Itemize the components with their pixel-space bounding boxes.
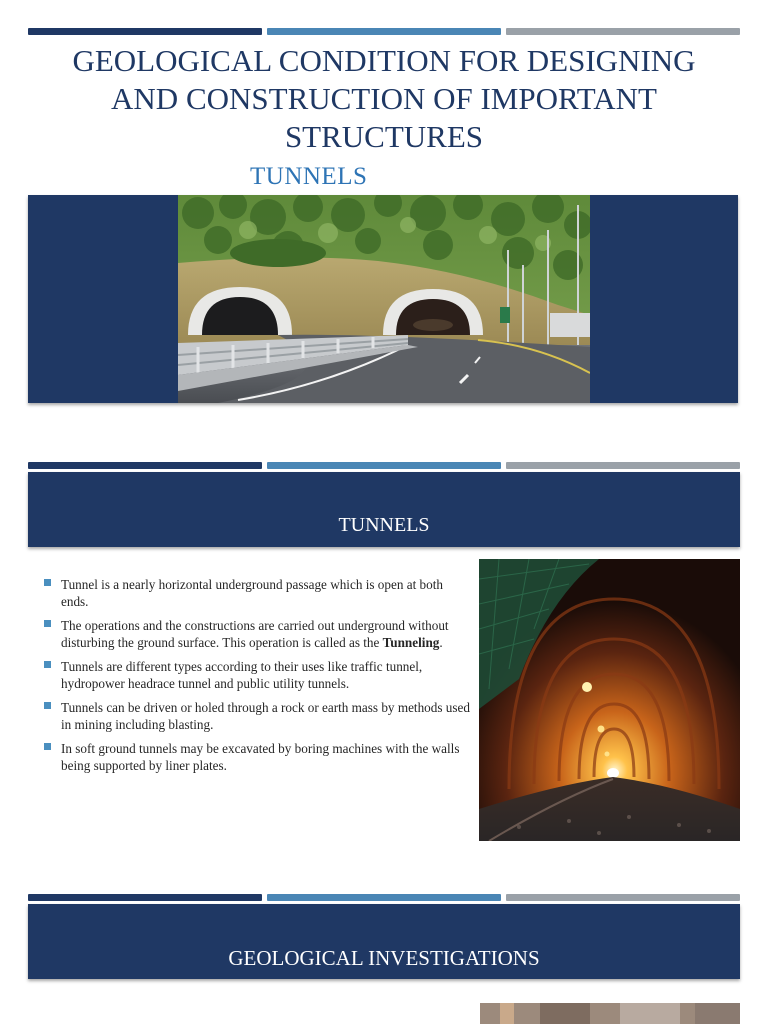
- slide-title: [0, 0, 768, 420]
- accent-bar-blue: [267, 462, 501, 469]
- bullet-text-end: .: [439, 635, 443, 650]
- accent-bar-navy: [28, 462, 262, 469]
- slide-title-text: GEOLOGICAL CONDITION FOR DESIGNING AND CONSTRUCTION OF IMPORTANT STRUCTURES: [72, 43, 696, 154]
- partial-photo: [480, 1003, 740, 1024]
- square-bullet-icon: [44, 620, 51, 627]
- accent-bar-navy: [28, 28, 262, 35]
- accent-bar-gray: [506, 462, 740, 469]
- bullet-item: [44, 576, 470, 610]
- bullet-text: The operations and the constructions are carried out underground without disturbing the ground surface. This operation is called as the: [61, 618, 449, 650]
- bullet-item: [44, 617, 470, 651]
- square-bullet-icon: [44, 661, 51, 668]
- accent-bars: [28, 28, 740, 35]
- accent-bar-gray: [506, 28, 740, 35]
- slide-heading: GEOLOGICAL INVESTIGATIONS: [228, 946, 540, 970]
- accent-bars: [28, 894, 740, 901]
- bullet-bold-term: Tunneling: [382, 635, 440, 650]
- slide-header: [28, 904, 740, 979]
- bullet-text: Tunnels are different types according to their uses like traffic tunnel, hydropower headrace tunnel and public utility tunnels.: [61, 659, 423, 691]
- photo-band: [28, 195, 738, 403]
- bullet-text: Tunnel is a nearly horizontal underground passage which is open at both ends.: [61, 577, 443, 609]
- accent-bar-navy: [28, 894, 262, 901]
- square-bullet-icon: [44, 702, 51, 709]
- bullet-text: Tunnels can be driven or holed through a rock or earth mass by methods used in mining including blasting.: [61, 700, 470, 732]
- accent-bar-blue: [267, 28, 501, 35]
- slide-heading: TUNNELS: [338, 514, 430, 536]
- bullet-text: In soft ground tunnels may be excavated by boring machines with the walls being supported by liner plates.: [61, 741, 460, 773]
- accent-bar-blue: [267, 894, 501, 901]
- bullet-list: [44, 576, 470, 781]
- slide-geological-investigations: [0, 890, 768, 1024]
- lit-tunnel-photo: [479, 559, 740, 841]
- slide-subtitle: TUNNELS: [250, 163, 368, 190]
- bullet-item: [44, 658, 470, 692]
- slide-tunnels: [0, 460, 768, 880]
- bullet-item: [44, 740, 470, 774]
- bullet-item: [44, 699, 470, 733]
- slide-header: [28, 472, 740, 547]
- square-bullet-icon: [44, 579, 51, 586]
- accent-bars: [28, 462, 740, 469]
- highway-tunnels-photo: [178, 195, 590, 403]
- accent-bar-gray: [506, 894, 740, 901]
- square-bullet-icon: [44, 743, 51, 750]
